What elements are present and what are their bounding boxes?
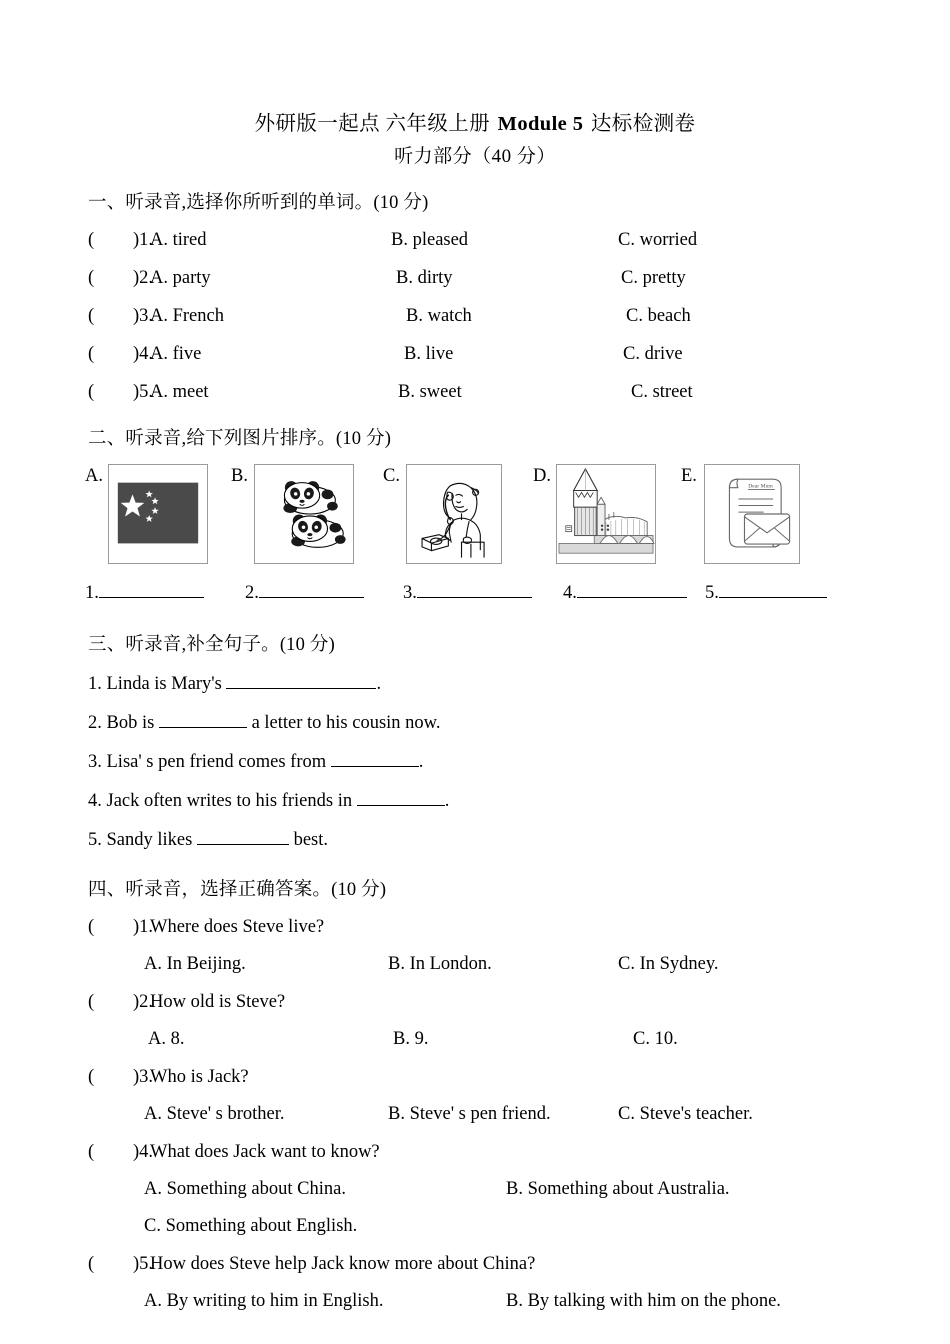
answer-blank-4-number: 4. — [563, 583, 577, 604]
question-number: )1. — [133, 230, 154, 251]
section-4-option-row — [88, 954, 950, 976]
section-3-sentence — [88, 712, 950, 734]
option-b[interactable]: B. dirty — [396, 268, 453, 289]
question-number: )2. — [133, 268, 154, 289]
section-1-question-row — [88, 382, 950, 404]
section-4-option-row — [88, 1179, 950, 1201]
question-stem-text: Where does Steve live? — [150, 917, 325, 938]
title-module: Module 5 — [497, 113, 584, 135]
option-a[interactable]: A. meet — [150, 382, 209, 403]
picture-label-e: E. — [681, 466, 697, 487]
option-b[interactable]: B. In London. — [388, 954, 492, 975]
title-suffix: 达标检测卷 — [590, 113, 696, 135]
answer-blank-5[interactable] — [705, 582, 827, 604]
section-4-heading: 四、听录音，选择正确答案。(10 分) — [88, 880, 387, 901]
option-b[interactable]: B. 9. — [393, 1029, 429, 1050]
chinese-flag-image — [108, 464, 208, 564]
answer-blank-5-number: 5. — [705, 583, 719, 604]
sentence-text-after: a letter to his cousin now. — [251, 713, 441, 734]
section-4-option-row — [88, 1216, 950, 1238]
question-number: )5. — [133, 382, 154, 403]
title-prefix: 外研版一起点 六年级上册 — [254, 113, 491, 135]
section-4-option-row — [88, 1104, 950, 1126]
two-pandas-image — [254, 464, 354, 564]
sentence-blank[interactable] — [357, 790, 445, 806]
answer-paren-open: ( — [88, 1254, 95, 1275]
question-number: )1. — [133, 917, 154, 938]
option-a[interactable]: A. Something about China. — [144, 1179, 346, 1200]
option-a[interactable] — [150, 344, 201, 365]
option-c[interactable]: C. worried — [618, 230, 698, 251]
option-c[interactable]: C. drive — [623, 344, 683, 365]
question-number: )2. — [133, 992, 154, 1013]
section-4-question-stem — [88, 1254, 950, 1276]
section-3-heading: 三、听录音,补全句子。(10 分) — [88, 635, 335, 656]
sentence-blank[interactable] — [197, 829, 289, 845]
question-number: )4. — [133, 1142, 154, 1163]
question-stem-text: How old is Steve? — [150, 992, 286, 1013]
question-number: )3. — [133, 306, 154, 327]
sentence-text-before: 2. Bob is — [88, 713, 155, 734]
sentence-blank[interactable] — [226, 673, 376, 689]
section-3-sentence — [88, 673, 950, 695]
option-a[interactable]: A. party — [150, 268, 211, 289]
picture-strip — [85, 464, 950, 568]
answer-blank-2[interactable] — [245, 582, 364, 604]
answer-paren-open: ( — [88, 992, 95, 1013]
option-c[interactable]: C. street — [631, 382, 693, 403]
option-a[interactable]: A. In Beijing. — [144, 954, 246, 975]
option-b[interactable]: B. sweet — [398, 382, 462, 403]
answer-paren-open: ( — [88, 1142, 95, 1163]
option-a-text: A. five — [150, 344, 202, 365]
sentence-text-before: 3. Lisa' s pen friend comes from — [88, 752, 327, 773]
question-number: )5. — [133, 1254, 154, 1275]
answer-paren-open: ( — [88, 306, 95, 327]
option-a[interactable]: A. tired — [150, 230, 207, 251]
picture-label-d: D. — [533, 466, 551, 487]
sentence-text-before: 5. Sandy likes — [88, 830, 193, 851]
answer-paren-open: ( — [88, 344, 95, 365]
option-b[interactable]: B. live — [404, 344, 454, 365]
option-c[interactable]: C. pretty — [621, 268, 686, 289]
question-stem-text: How does Steve help Jack know more about China? — [150, 1254, 536, 1275]
sentence-text-before: 4. Jack often writes to his friends in — [88, 791, 353, 812]
answer-blank-4[interactable] — [563, 582, 687, 604]
answer-blank-1-number: 1. — [85, 583, 99, 604]
section-4-option-row — [88, 1291, 950, 1313]
option-b[interactable]: B. Something about Australia. — [506, 1179, 730, 1200]
page-title — [0, 112, 950, 138]
option-a[interactable]: A. By writing to him in English. — [144, 1291, 384, 1312]
answer-paren-open: ( — [88, 917, 95, 938]
option-c[interactable]: C. beach — [626, 306, 691, 327]
section-3-sentence — [88, 751, 950, 773]
section-4-question-stem — [88, 1142, 950, 1164]
section-4-question-stem — [88, 992, 950, 1014]
section-3-sentence — [88, 790, 950, 812]
option-c[interactable]: C. Something about English. — [144, 1216, 358, 1237]
answer-paren-open: ( — [88, 1067, 95, 1088]
answer-blank-3-number: 3. — [403, 583, 417, 604]
picture-label-a: A. — [85, 466, 103, 487]
section-1-question-row — [88, 230, 950, 252]
question-number: )3. — [133, 1067, 154, 1088]
sentence-text-before: 1. Linda is Mary's — [88, 674, 222, 695]
section-4-option-row — [88, 1029, 950, 1051]
option-b[interactable]: B. By talking with him on the phone. — [506, 1291, 781, 1312]
section-1-question-row — [88, 306, 950, 328]
answer-blank-3[interactable] — [403, 582, 532, 604]
page-subtitle: 听力部分（40 分） — [394, 145, 556, 167]
option-b[interactable]: B. Steve' s pen friend. — [388, 1104, 551, 1125]
option-b[interactable]: B. pleased — [391, 230, 469, 251]
section-2-answer-blanks — [85, 582, 950, 606]
picture-label-c: C. — [383, 466, 400, 487]
option-c[interactable]: C. Steve's teacher. — [618, 1104, 753, 1125]
option-c[interactable]: C. 10. — [633, 1029, 678, 1050]
answer-blank-2-number: 2. — [245, 583, 259, 604]
section-1-question-row — [88, 344, 950, 366]
letter-and-envelope-image — [704, 464, 800, 564]
sentence-text-after: . — [418, 752, 424, 773]
section-3-sentence — [88, 829, 950, 851]
sentence-blank[interactable] — [331, 751, 419, 767]
answer-blank-1[interactable] — [85, 582, 204, 604]
option-c[interactable]: C. In Sydney. — [618, 954, 719, 975]
girl-on-telephone-image — [406, 464, 502, 564]
option-b[interactable]: B. watch — [406, 306, 472, 327]
sentence-text-after: best. — [293, 830, 329, 851]
question-number: )4. — [133, 344, 154, 365]
option-a[interactable]: A. 8. — [148, 1029, 185, 1050]
option-a[interactable]: A. French — [150, 306, 224, 327]
question-stem-text: What does Jack want to know? — [150, 1142, 380, 1163]
section-1-heading: 一、听录音,选择你所听到的单词。(10 分) — [88, 193, 429, 214]
letter-salutation-text: Dear Mum — [748, 484, 773, 491]
sentence-text-after: . — [376, 674, 382, 695]
section-1-question-row — [88, 268, 950, 290]
question-stem-text: Who is Jack? — [150, 1067, 249, 1088]
section-4-question-stem — [88, 917, 950, 939]
sentence-text-after: . — [444, 791, 450, 812]
sentence-blank[interactable] — [159, 712, 247, 728]
option-a[interactable]: A. Steve' s brother. — [144, 1104, 285, 1125]
picture-label-b: B. — [231, 466, 248, 487]
answer-paren-open: ( — [88, 268, 95, 289]
answer-paren-open: ( — [88, 230, 95, 251]
section-2-heading: 二、听录音,给下列图片排序。(10 分) — [88, 429, 392, 450]
section-4-question-stem — [88, 1067, 950, 1089]
answer-paren-open: ( — [88, 382, 95, 403]
big-ben-london-image — [556, 464, 656, 564]
